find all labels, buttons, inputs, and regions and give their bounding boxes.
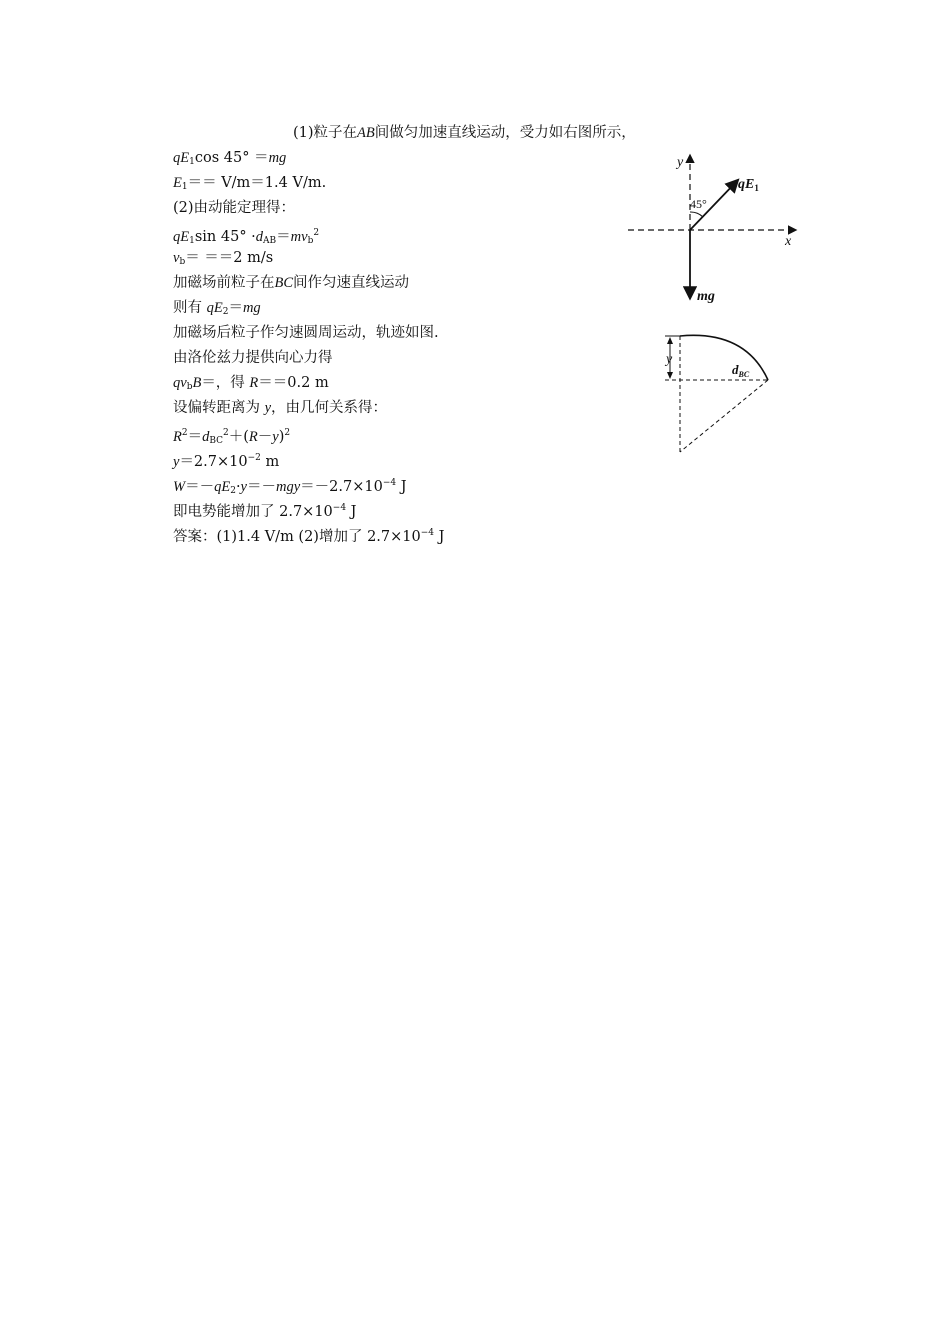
text: J (396, 479, 407, 495)
text: (1)粒子在 (293, 125, 358, 141)
x-label: x (785, 234, 792, 249)
text: d (202, 429, 210, 445)
text: J (434, 529, 445, 545)
text: 间做匀加速直线运动，受力如右图所示， (374, 125, 636, 141)
text: AB (357, 125, 375, 141)
dbc-label (732, 362, 750, 379)
text: J (346, 504, 357, 520)
text: ＋( (228, 429, 249, 445)
text: 答案：(1)1.4 V/m (2)增加了 2.7×10 (173, 529, 421, 545)
text: cos 45° ＝ (194, 150, 269, 166)
text: ＝－2.7×10 (300, 479, 383, 495)
text: BC (274, 275, 294, 291)
text: W (173, 479, 186, 495)
text: −4 (420, 528, 435, 538)
text: qE (173, 229, 190, 245)
solution-line-16 (173, 498, 356, 522)
text: R (173, 429, 182, 445)
text: mg (268, 150, 287, 166)
force-diagram (625, 150, 805, 310)
text: 2 (230, 486, 236, 496)
radius-diagonal (680, 380, 768, 452)
text: ＝，得 (201, 375, 250, 391)
text: mv (290, 229, 308, 245)
text: 2 (284, 428, 291, 438)
text: ) (278, 429, 285, 445)
text: 加磁场前粒子在 (173, 275, 275, 291)
solution-line-4 (173, 198, 295, 218)
trajectory-diagram (660, 330, 780, 460)
y-dimension-arrow-top (667, 337, 673, 344)
text: R (248, 429, 258, 445)
y-dimension-arrow-bottom (667, 372, 673, 379)
angle-arc (690, 212, 703, 217)
text: −2 (247, 453, 261, 463)
text: y (240, 479, 247, 495)
y-label: y (666, 352, 673, 367)
solution-line-14 (173, 448, 279, 472)
text: ＝ (276, 229, 291, 245)
text: −4 (382, 478, 397, 488)
solution-line-2 (173, 148, 286, 172)
text: · (235, 479, 241, 495)
solution-line-11 (173, 373, 329, 397)
solution-line-1 (293, 123, 636, 143)
text: ＝ ＝＝2 m/s (185, 250, 274, 266)
text: E (173, 175, 182, 191)
text: v (173, 250, 180, 266)
text: AB (263, 236, 277, 246)
text: 1 (181, 182, 188, 192)
text: 2 (181, 428, 188, 438)
solution-line-13 (173, 423, 290, 451)
text: mgy (275, 479, 301, 495)
text: ＝2.7×10 (179, 454, 248, 470)
mg-label: mg (697, 289, 715, 304)
text: y (264, 400, 272, 416)
text: 1 (189, 236, 195, 246)
text: b (307, 236, 314, 246)
text: ＝ (187, 429, 203, 445)
text: b (179, 257, 186, 267)
text: BC (738, 370, 750, 379)
text: qE (206, 300, 223, 316)
solution-line-5 (173, 223, 319, 251)
text: 1 (189, 157, 195, 167)
text: 间作匀速直线运动 (293, 275, 410, 291)
solution-line-17 (173, 523, 444, 547)
text: ＝－ (185, 479, 215, 495)
solution-line-10 (173, 348, 333, 368)
y-label: y (677, 155, 684, 170)
text: R (249, 375, 259, 391)
solution-line-3 (173, 173, 326, 197)
text: mg (242, 300, 261, 316)
text: d (255, 229, 264, 245)
text: ＝＝0.2 m (258, 375, 329, 391)
text: 则有 (173, 300, 207, 316)
arc-trajectory (680, 335, 768, 380)
text: d (732, 362, 739, 377)
text: ＝＝ V/m＝1.4 V/m. (187, 175, 327, 191)
text: 2 (313, 228, 320, 238)
text: 2 (223, 428, 229, 438)
text: qE (214, 479, 231, 495)
text: qv (173, 375, 187, 391)
text: −4 (332, 503, 347, 513)
text: sin 45° · (194, 229, 256, 245)
solution-line-7 (173, 273, 409, 293)
text: 1 (754, 183, 759, 193)
text: ＝－ (246, 479, 276, 495)
solution-line-9 (173, 323, 439, 343)
text: y (173, 454, 180, 470)
text: 2 (222, 307, 229, 317)
solution-line-12 (173, 398, 387, 418)
solution-line-8 (173, 298, 261, 322)
text: 即电势能增加了 2.7×10 (173, 504, 333, 520)
text: B (192, 375, 202, 391)
text: y (272, 429, 279, 445)
text: － (257, 429, 273, 445)
text: 设偏转距离为 (173, 400, 265, 416)
text: BC (209, 436, 224, 446)
text: b (186, 382, 193, 392)
qe1-label (738, 177, 759, 193)
text: ，由几何关系得： (271, 400, 388, 416)
text: 加磁场后粒子作匀速圆周运动，轨迹如图. (173, 325, 439, 341)
text: qE (738, 177, 755, 192)
angle-label: 45° (690, 197, 707, 211)
text: (2)由动能定理得： (173, 200, 296, 216)
text: 由洛伦兹力提供向心力得 (173, 350, 333, 366)
text: qE (173, 150, 190, 166)
solution-line-6 (173, 248, 273, 272)
solution-line-15 (173, 473, 407, 501)
text: m (260, 454, 280, 470)
text: ＝ (228, 300, 243, 316)
